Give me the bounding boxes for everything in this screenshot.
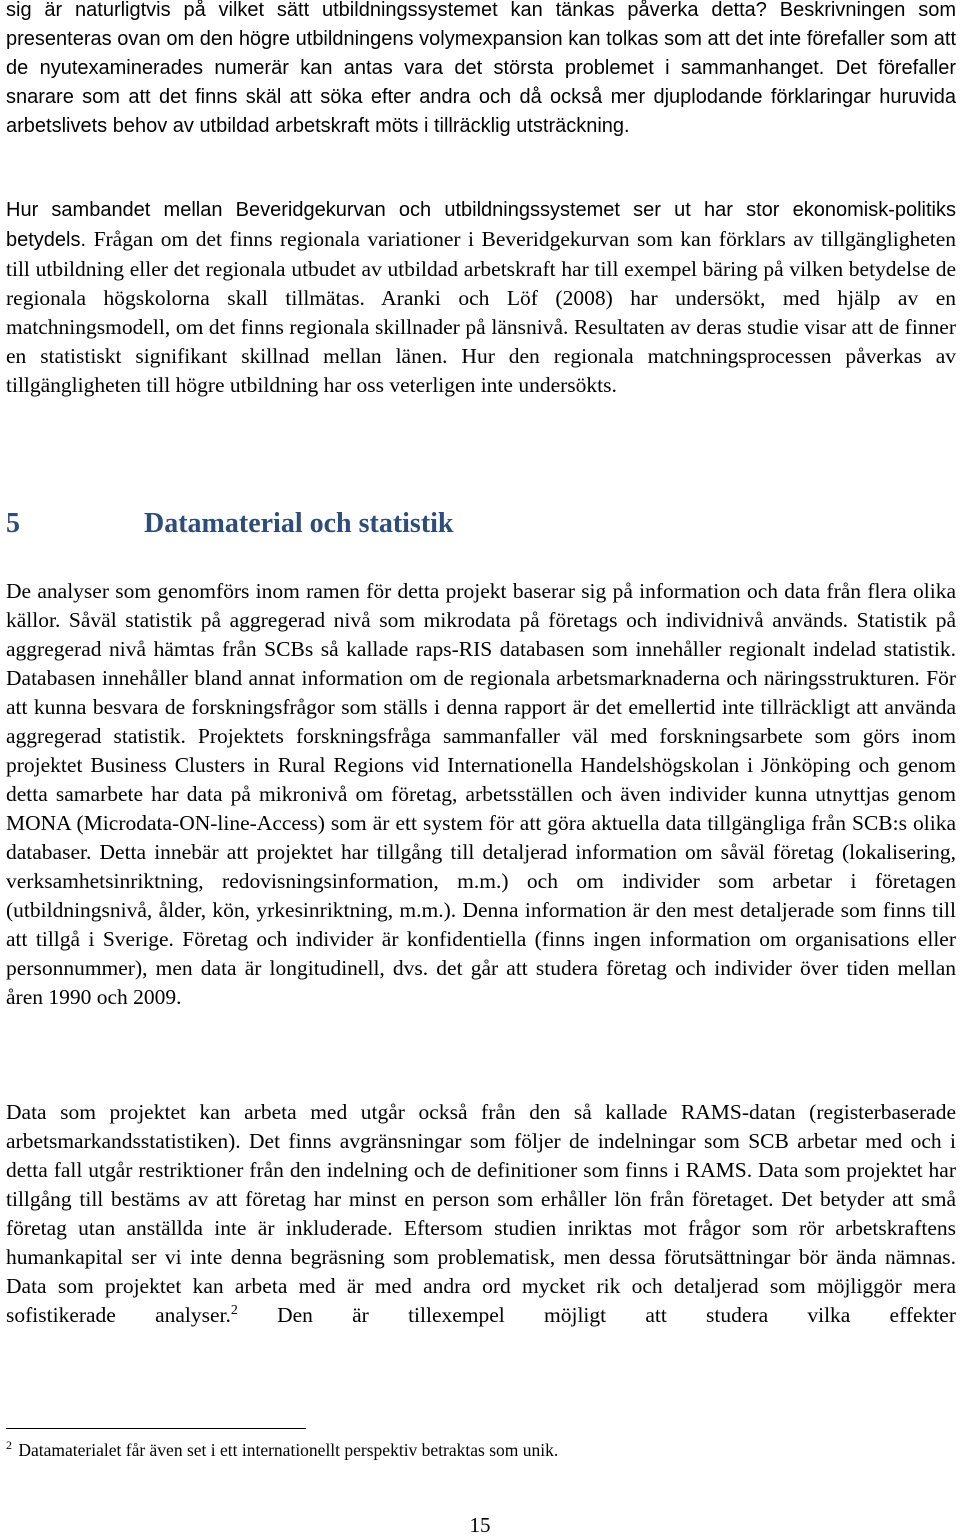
paragraph-datasources <box>6 577 956 1012</box>
paragraph-rams-text: Data som projektet kan arbeta med utgår också från den så kallade RAMS-datan (registerbaserade arbetsmarkandsstatistiken). Det finns avgränsningar som följer de indelningar som SCB arbetar med och i detta fall utgår restriktioner från den indelning och de definitioner som finns i RAMS. Data som projektet har tillgång till bestäms av att företag har minst en person som erhåller lön från företaget. Det betyder att små företag utan anställda inte är inkluderade. Eftersom studien inriktas mot frågor som rör arbetskraftens humankapital ser vi inte denna begräsning som problematisk, men dessa förutsättningar bör ända nämnas. Data som projektet kan arbeta med är med andra ord mycket rik och detaljerad som möjliggör mera sofistikerade analyser. <box>6 1100 956 1327</box>
paragraph-beveridge <box>6 195 956 400</box>
paragraph-rams-tail: Den är tillexempel möjligt att studera vilka effekter <box>237 1303 956 1327</box>
footnote-number: 2 <box>6 1438 12 1453</box>
footnote-reference[interactable]: 2 <box>230 1302 238 1318</box>
paragraph-datasources-text: De analyser som genomförs inom ramen för detta projekt baserar sig på information och data från flera olika källor. Såväl statistik på aggregerad nivå som mikrodata på företags och individnivå används. Statistik på aggregerad nivå hämtas från SCBs så kallade raps-RIS databasen som innehåller regionalt indelad statistik. Databasen innehåller bland annat information om de regionala arbetsmarknaderna och näringsstrukturen. För att kunna besvara de forskningsfrågor som ställs i denna rapport är det emellertid inte tillräckligt att använda aggregerad statistik. Projektets forskningsfråga sammanfaller väl med forskningsarbete som görs inom projektet Business Clusters in Rural Regions vid Internationella Handelshögskolan i Jönköping och genom detta samarbete har data på mikronivå om företag, arbetsställen och även individer kunna utnyttjas genom MONA (Microdata-ON-line-Access) som är ett system för att göra aktuella data tillgängliga från SCB:s olika databaser. Detta innebär att projektet har tillgång till detaljerad information om såväl företag (lokalisering, verksamhetsinriktning, redovisningsinformation, m.m.) och om individer som arbetar i företagen (utbildningsnivå, ålder, kön, yrkesinriktning, m.m.). Denna information är den mest detaljerade som finns till att tillgå i Sverige. Företag och individer är konfidentiella (finns ingen information om organisations eller personnummer), men data är longitudinell, dvs. det går att studera företag och individer över tiden mellan åren 1990 och 2009. <box>6 579 956 1009</box>
paragraph-beveridge-body: Frågan om det finns regionala variationer i Beveridgekurvan som kan förklars av tillgängligheten till utbildning eller det regionala utbudet av utbildad arbetskraft har till exempel bäring på vilken betydelse de regionala högskolorna skall tillmätas. Aranki och Löf (2008) har undersökt, med hjälp av en matchningsmodell, om det finns regionala skillnader på länsnivå. Resultaten av deras studie visar att de finner en statistiskt signifikant skillnad mellan länen. Hur den regionala matchningsprocessen påverkas av tillgängligheten till högre utbildning har oss veterligen inte undersökts. <box>6 227 956 397</box>
section-title: Datamaterial och statistik <box>144 508 454 539</box>
section-number: 5 <box>6 508 20 539</box>
page-number: 15 <box>469 1513 491 1537</box>
paragraph-beveridge-lead: Hur sambandet mellan Beveridgekurvan och utbildningssystemet ser ut har stor ekonomisk-politiks betydels. <box>6 199 956 251</box>
section-heading <box>6 508 956 540</box>
footnote-separator <box>6 1428 306 1429</box>
paragraph-rams <box>6 1098 956 1330</box>
paragraph-intro <box>6 0 956 141</box>
footnote <box>6 1438 956 1462</box>
footnote-text: Datamaterialet får även set i ett internationellt perspektiv betraktas som unik. <box>18 1440 559 1460</box>
paragraph-intro-text: sig är naturligtvis på vilket sätt utbildningssystemet kan tänkas påverka detta? Beskrivningen som presenteras ovan om den högre utbildningens volymexpansion kan tolkas som att det inte förefaller som att de nyutexaminerades numerär kan antas vara det största problemet i sammanhanget. Det förefaller snarare som att det finns skäl att söka efter andra och då också mer djuplodande förklaringar huruvida arbetslivets behov av utbildad arbetskraft möts i tillräcklig utsträckning. <box>6 0 956 137</box>
